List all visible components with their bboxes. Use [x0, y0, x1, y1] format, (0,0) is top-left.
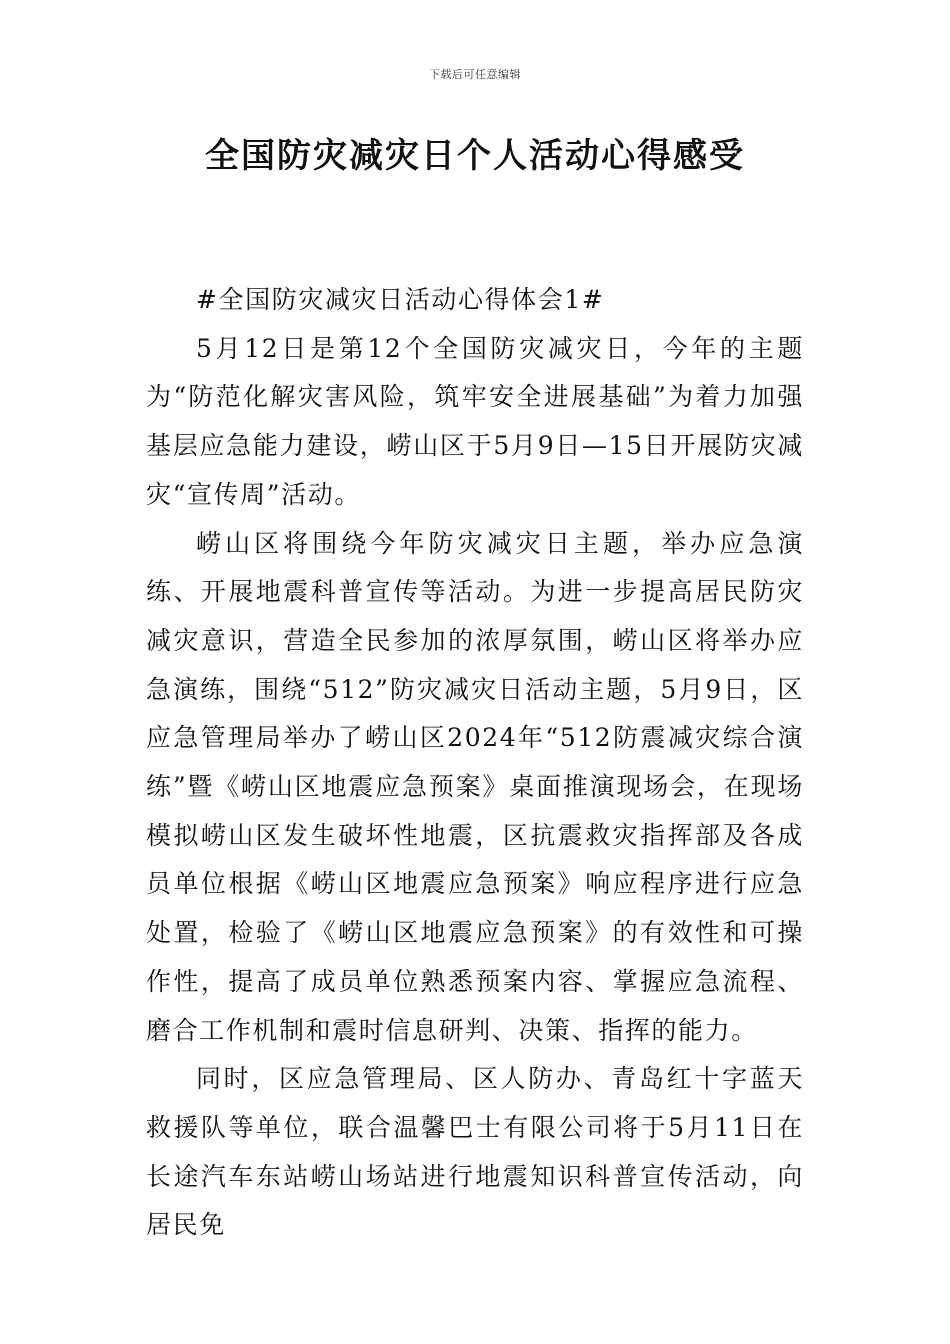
paragraph: 5月12日是第12个全国防灾减灾日，今年的主题为“防范化解灾害风险，筑牢安全进展基础”为着力加强基层应急能力建设，崂山区于5月9日—15日开展防灾减灾“宣传周”活动。 — [146, 333, 804, 509]
paragraph: 崂山区将围绕今年防灾减灾日主题，举办应急演练、开展地震科普宣传等活动。为进一步提高居民防灾减灾意识，营造全民参加的浓厚氛围，崂山区将举办应急演练，围绕“512”防灾减灾日活动主题，5月9日，区应急管理局举办了崂山区2024年“512防震减灾综合演练”暨《崂山区地震应急预案》桌面推演现场会，在现场模拟崂山区发生破坏性地震，区抗震救灾指挥部及各成员单位根据《崂山区地震应急预案》响应程序进行应急处置，检验了《崂山区地震应急预案》的有效性和可操作性，提高了成员单位熟悉预案内容、掌握应急流程、磨合工作机制和震时信息研判、决策、指挥的能力。 — [146, 528, 804, 1045]
paragraph-subheading: #全国防灾减灾日活动心得体会1# — [196, 285, 605, 314]
paragraph: 同时，区应急管理局、区人防办、青岛红十字蓝天救援队等单位，联合温馨巴士有限公司将于5月11日在长途汽车东站崂山场站进行地震知识科普宣传活动，向居民免 — [146, 1064, 804, 1240]
document-title: 全国防灾减灾日个人活动心得感受 — [205, 136, 745, 176]
header-note: 下载后可任意编辑 — [429, 68, 521, 81]
document-body — [146, 276, 804, 1250]
